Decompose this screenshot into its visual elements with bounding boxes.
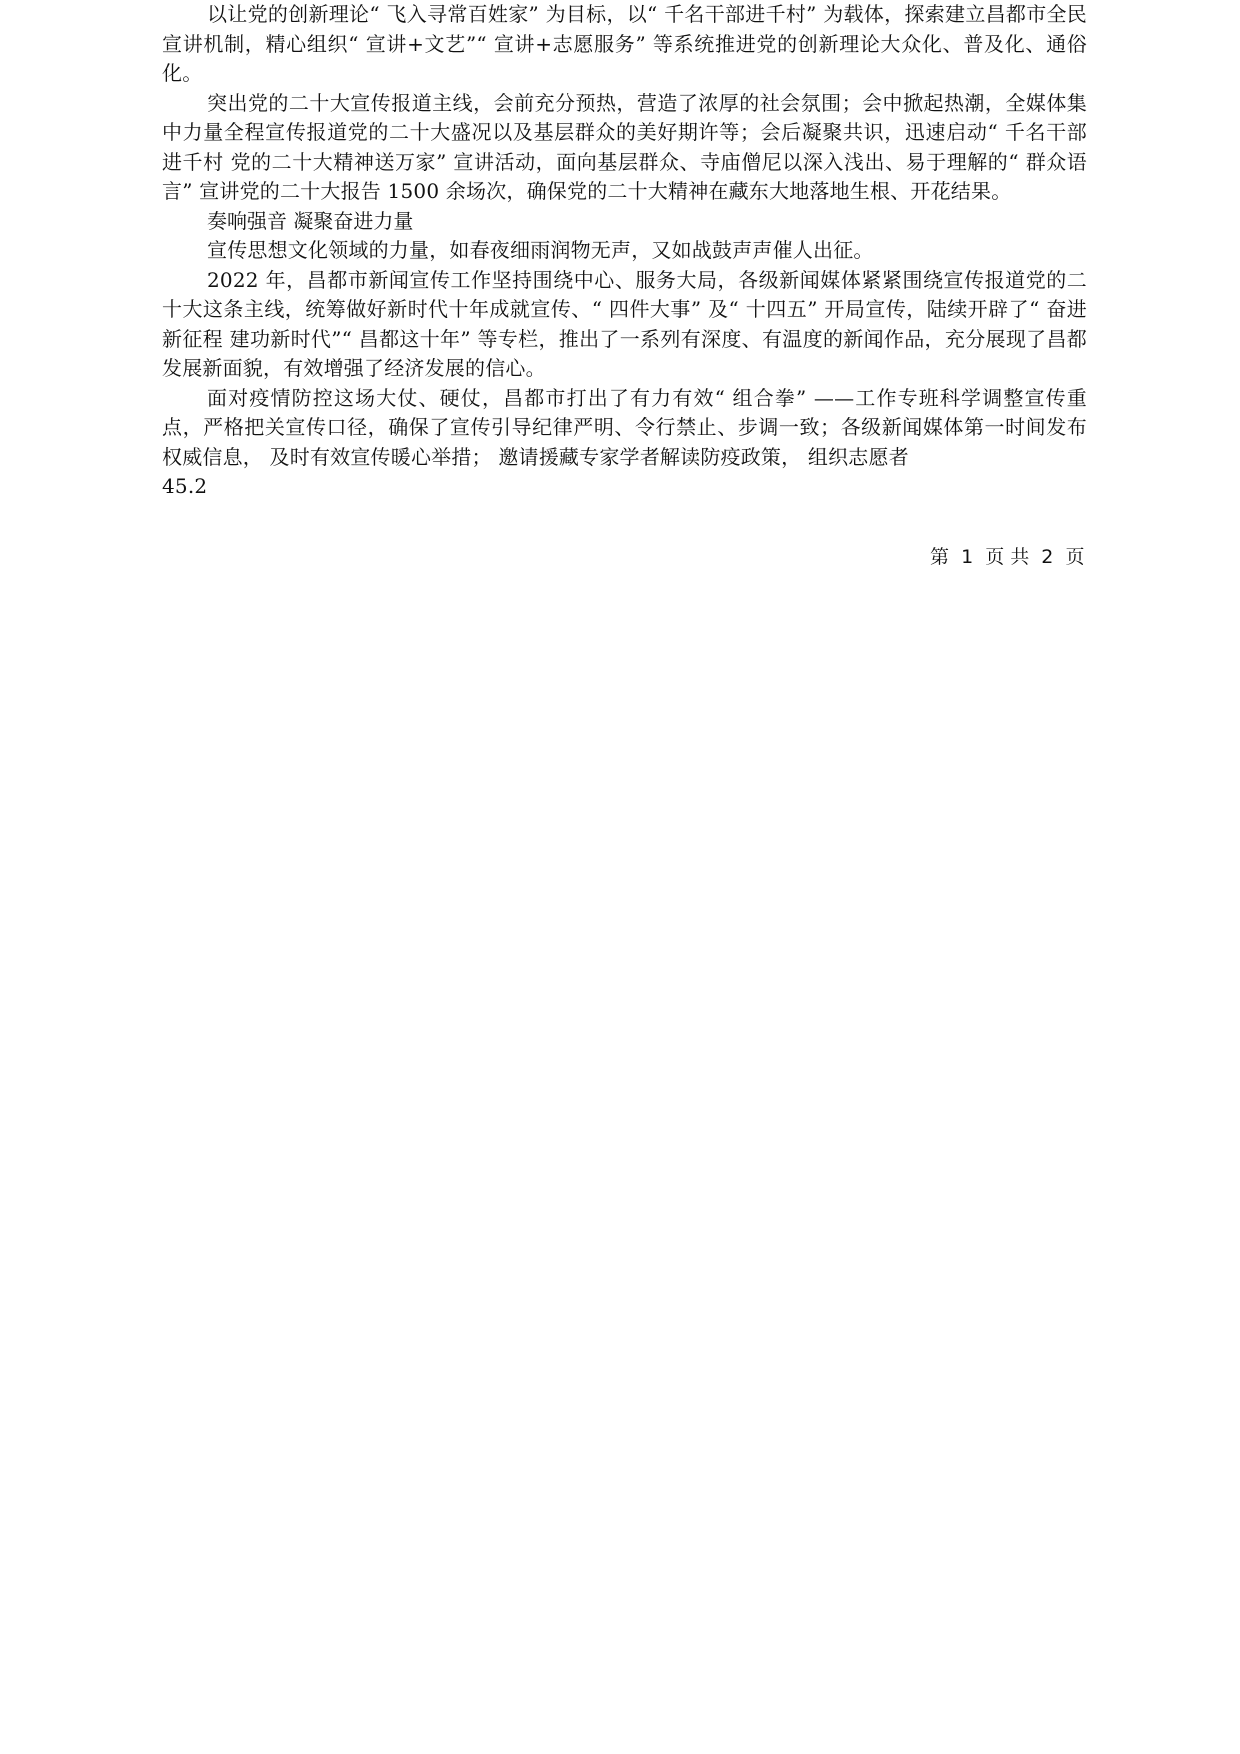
footer-suffix: 页 — [1065, 546, 1085, 568]
paragraph-epidemic-response: 面对疫情防控这场大仗、硬仗，昌都市打出了有力有效“ 组合拳” ——工作专班科学调整宣传重点，严格把关宣传口径，确保了宣传引导纪律严明、令行禁止、步调一致；各级新闻媒体第一时间发布权威信息， 及时有效宣传暖心举措； 邀请援藏专家学者解读防疫政策， 组织志愿者 — [162, 385, 1087, 469]
footer-middle: 页 共 — [985, 546, 1030, 568]
footer-prefix: 第 — [930, 546, 950, 568]
document-body — [162, 0, 1087, 502]
paragraph-congress-coverage: 突出党的二十大宣传报道主线，会前充分预热，营造了浓厚的社会氛围；会中掀起热潮，全媒体集中力量全程宣传报道党的二十大盛况以及基层群众的美好期许等；会后凝聚共识，迅速启动“ 千名干部进千村 党的二十大精神送万家” 宣讲活动，面向基层群众、寺庙僧尼以深入浅出、易于理解的“ 群众语言” 宣讲党的二十大报告 1500 余场次，确保党的二十大精神在藏东大地落地生根、开花结果。 — [162, 90, 1087, 203]
footer-page-number: 1 — [961, 546, 974, 568]
trailing-fragment: 45.2 — [162, 474, 208, 498]
paragraph-news-work-2022: 2022 年，昌都市新闻宣传工作坚持围绕中心、服务大局，各级新闻媒体紧紧围绕宣传报道党的二十大这条主线，统筹做好新时代十年成就宣传、“ 四件大事” 及“ 十四五” 开局宣传，陆续开辟了“ 奋进新征程 建功新时代”“ 昌都这十年” 等专栏，推出了一系列有深度、有温度的新闻作品，充分展现了昌都发展新面貌，有效增强了经济发展的信心。 — [162, 267, 1087, 380]
page-footer — [930, 545, 1084, 569]
section-heading: 奏响强音 凝聚奋进力量 — [207, 208, 414, 233]
paragraph-culture-power: 宣传思想文化领域的力量，如春夜细雨润物无声，又如战鼓声声催人出征。 — [207, 238, 874, 262]
paragraph-theory-outreach: 以让党的创新理论“ 飞入寻常百姓家” 为目标，以“ 千名干部进千村” 为载体，探索建立昌都市全民宣讲机制，精心组织“ 宣讲+文艺”“ 宣讲+志愿服务” 等系统推进党的创新理论大众化、普及化、通俗化。 — [162, 2, 1087, 85]
footer-total-pages: 2 — [1041, 546, 1054, 568]
